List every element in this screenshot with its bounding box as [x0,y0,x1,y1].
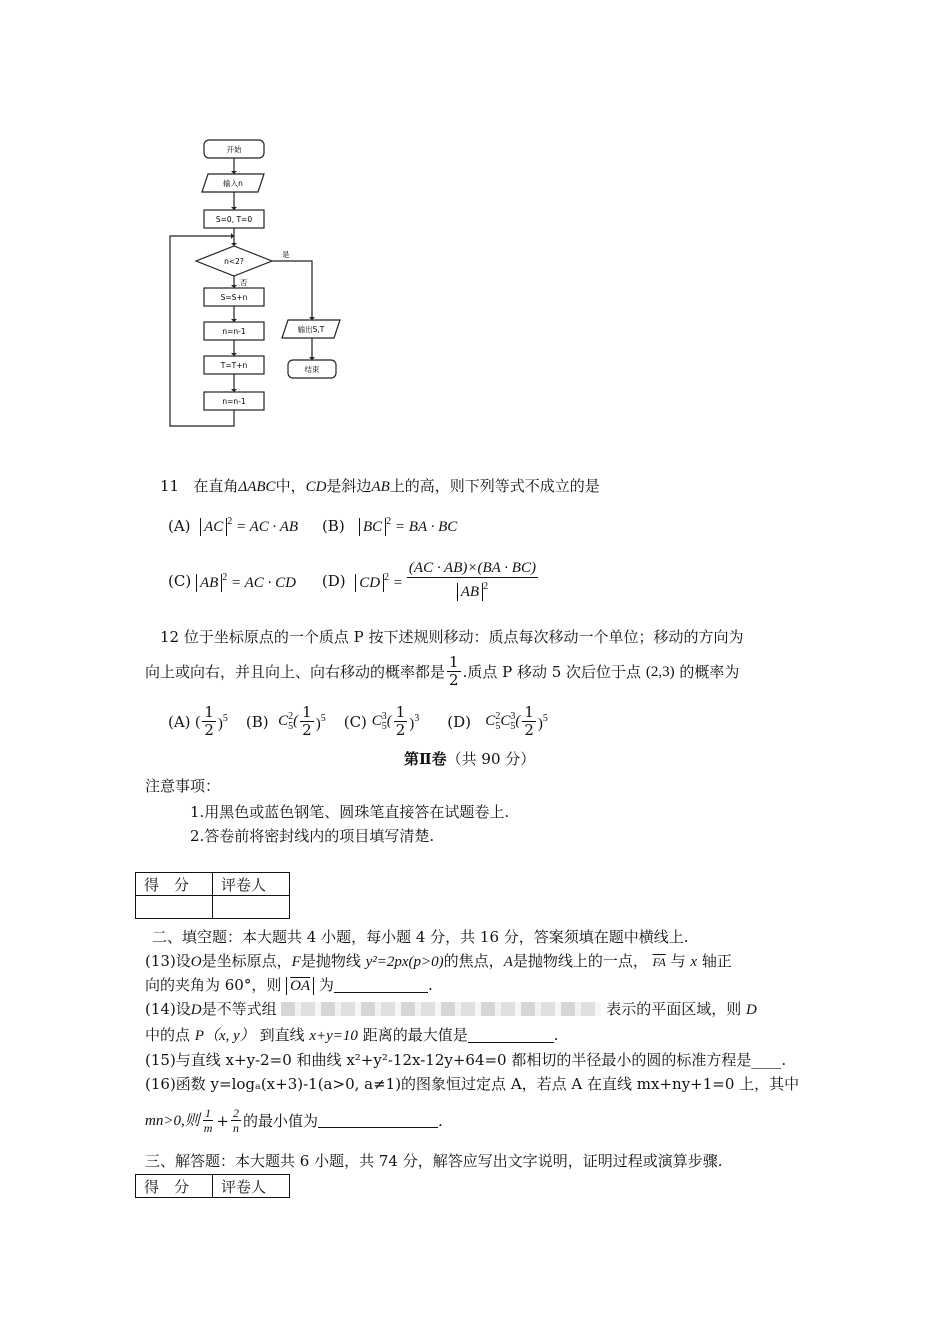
q11-cd: CD [305,479,327,495]
q12-optA-label: (A) [168,712,191,731]
q14-b: 是不等式组 [201,1000,277,1018]
score-cell-label: 得 分 [136,873,213,896]
q16-period: . [437,1111,443,1130]
flowchart-step1-text: S=S+n [220,293,248,302]
q11-optC-label: (C) [168,571,192,590]
q14-line2-a: 中的点 [145,1026,191,1044]
q11-text-d: 上的高，则下列等式不成立的是 [389,477,600,495]
q13-F: F [291,954,301,970]
q12-optB-sub: 5 [288,720,294,732]
q14-P: P（x, y） [194,1028,255,1044]
q12-optB-C: C [278,713,289,730]
q13-g: 轴正 [701,952,732,970]
flowchart-end-text: 结束 [304,365,320,374]
q11-optC-rhs: = AC · CD [231,575,296,591]
q12-optB-sup: 2 [288,710,294,722]
q14-line2-b: 到直线 [259,1026,305,1044]
q13-line2-b: 为 [318,976,334,994]
q12-line1: 12 位于坐标原点的一个质点 P 按下述规则移动：质点每次移动一个单位；移动的方向为 [160,628,744,646]
q15-line: (15)与直线 x+y-2=0 和曲线 x²+y²-12x-12y+64=0 都相切的半径最小的圆的标准方程是____. [145,1051,787,1069]
q12-optC-den: 2 [395,721,406,739]
q11-optD-sq: 2 [384,572,390,583]
q16-frac2-den: n [232,1121,239,1135]
q14-D: D [190,1002,202,1018]
score-cell-label-2: 得 分 [136,1175,213,1198]
flowchart-start-text: 开始 [226,145,242,154]
q13-f: 与 [670,952,686,970]
grader-cell-input[interactable] [213,896,290,919]
q12-line2 [145,654,739,689]
q11-optA-lhs: AC [200,518,227,536]
q14-line2-c: 距离的最大值是 [362,1026,468,1044]
q12-half-den: 2 [449,671,459,689]
q11-stem [160,476,600,497]
q12-optB-num: 1 [302,703,312,721]
q16-line2-b: 的最小值为 [242,1111,318,1130]
flowchart-input-text: 输入n [223,179,243,188]
q12-optA-den: 2 [204,721,214,739]
q12-optC-C: C [371,713,382,730]
q12-optA-num: 1 [204,703,214,721]
part2-title-bold: 第Ⅱ卷 [404,750,447,768]
q12-optD-exp: 5 [542,713,548,724]
flowchart-init-text: S=0, T=0 [215,215,253,224]
q13-x: x [690,954,698,970]
flowchart-output-text: 输出S,T [297,325,325,334]
q11-optD-label: (D) [321,571,346,590]
q16-frac1-num: 1 [205,1106,212,1120]
flowchart-yes-label: 是 [282,250,290,259]
q12-line2-a: 向上或向右，并且向上、向右移动的概率都是 [145,662,446,681]
score-cell-input[interactable] [136,896,213,919]
q12-optA-exp: 5 [222,713,228,724]
q14-a: (14)设 [145,1000,191,1018]
q16-line2-a: mn>0,则 [145,1112,200,1129]
section2-heading: 二、填空题：本大题共 4 小题，每小题 4 分，共 16 分，答案须填在题中横线上. [152,928,689,946]
q16-frac2-num: 2 [232,1106,239,1120]
q11-text-a: 在直角 [193,477,239,495]
q13-d: 的焦点， [443,952,504,970]
q12-optD-C1: C [485,713,496,730]
q12-point: (2,3) [645,663,675,680]
q13-a: (13)设 [145,952,191,970]
q13-b: 是坐标原点， [201,952,292,970]
flowchart-no-label: 否 [240,278,248,287]
flowchart-step3-text: T=T+n [220,361,248,370]
q11-optB-sq: 2 [386,516,392,527]
q11-optD-denominator: AB [457,583,483,601]
notice-heading: 注意事项： [145,777,221,795]
q12-optD-den: 2 [524,721,534,739]
flowchart-step2-text: n=n-1 [222,327,246,336]
q11-options-row2: (C) AB $^2$ = AC · CD (D) CD $^2$ = $\frac{(AC \cdot AB)\times(BA \cdot BC)}{AB ^2}$ [168,560,536,600]
q12-optB-exp: 5 [320,713,326,724]
q12-optD-sup2: 3 [510,710,516,722]
q11-optA-rhs: = AC · AB [236,519,299,535]
q13-O: O [190,954,202,970]
q14-period: . [553,1026,559,1044]
q12-half-num: 1 [449,653,459,671]
q14-inequality-system-image [281,1002,601,1016]
q14-line-eq: x+y=10 [309,1028,358,1044]
q11-optD-lhs: CD [355,574,384,592]
q12-options: (A) ( $\frac{1}{2}$ )$^5$ (B) C 2 5 ( $\frac{1}{2}$ )$^5$ (C) C 3 5 ( $\frac{1}{2}$ )$^3$ (D) C 2 5 C 3 5 ( $\frac{1}{2}$ )$^5$ [168,703,548,739]
q16-frac1-den: m [203,1121,213,1135]
q11-optB-rhs: = BA · BC [394,519,458,535]
q11-optD-numerator: (AC · AB)×(BA · BC) [408,560,536,576]
grader-cell-label-2: 评卷人 [213,1175,290,1198]
q16-plus: + [216,1111,229,1130]
q13-answer-blank[interactable] [334,978,428,993]
flowchart-step4-text: n=n-1 [222,397,246,406]
q11-triangle: ΔABC [238,479,276,495]
q12-optD-sub1: 5 [495,720,501,732]
q12-optD-sub2: 5 [510,720,516,732]
q11-optB-lhs: BC [359,518,386,536]
q12-optD-C2: C [500,713,511,730]
q11-optB-label: (B) [321,517,345,535]
q12-line2-b: .质点 P 移动 5 次后位于点 [462,662,642,681]
q11-ab: AB [371,479,390,495]
q13-A: A [503,954,513,970]
notice-item-2: 2.答卷前将密封线内的项目填写清楚. [190,827,435,845]
q12-optC-exp: 3 [414,713,420,724]
q12-optC-sup: 3 [381,710,387,722]
score-table-2 [135,1174,290,1198]
q13-c: 是抛物线 [300,952,361,970]
section3-heading: 三、解答题：本大题共 6 小题，共 74 分，解答应写出文字说明，证明过程或演算步骤. [145,1152,723,1170]
flowchart [160,130,360,440]
q13-vector-OA: $\overline{OA}$ [286,977,314,995]
q11-number: 11 [160,477,180,495]
q11-optC-sq: 2 [222,572,228,583]
q12-optB-den: 2 [302,721,312,739]
q13-e: 是抛物线上的一点， [512,952,648,970]
q11-optA-sq: 2 [227,516,233,527]
part2-title [404,749,535,769]
q14-D2: D [746,1002,757,1018]
q11-options-row1 [168,512,457,537]
q13-line2-a: 向的夹角为 60°，则 [145,976,282,994]
q13-line2 [145,975,433,995]
q14-line2 [145,1025,559,1046]
q11-optC-lhs: AB [196,574,222,592]
q12-optD-label: (D) [447,712,471,731]
q11-optA-label: (A) [168,517,191,535]
q11-text-b: 中， [275,477,306,495]
q12-optC-sub: 5 [381,720,387,732]
score-table-1 [135,872,290,919]
part2-title-rest: （共 90 分） [446,750,536,768]
q12-optB-label: (B) [245,712,269,731]
q12-optC-num: 1 [395,703,406,721]
q14-line1 [145,999,757,1020]
q12-line2-c: 的概率为 [679,662,740,681]
q11-text-c: 是斜边 [326,477,372,495]
q16-line2 [145,1106,443,1135]
grader-cell-label: 评卷人 [213,873,290,896]
q12-optC-label: (C) [343,712,367,731]
q14-c: 表示的平面区域，则 [606,1000,742,1018]
q13-period: . [427,976,433,994]
q13-line1 [145,951,732,972]
q14-answer-blank[interactable] [468,1028,554,1043]
q13-equation: y²=2px(p>0) [365,954,444,970]
flowchart-condition-text: n<2? [224,257,244,266]
q11-optD-den-sq: 2 [483,581,489,592]
q12-optD-sup1: 2 [495,710,501,722]
q12-optD-num: 1 [524,703,534,721]
q16-answer-blank[interactable] [318,1113,438,1128]
notice-item-1: 1.用黑色或蓝色钢笔、圆珠笔直接答在试题卷上. [190,803,510,821]
q16-line1: (16)函数 y=logₐ(x+3)-1(a>0, a≠1)的图象恒过定点 A，若点 A 在直线 mx+ny+1=0 上，其中 [145,1075,800,1093]
q13-vector-FA: $\overline{FA}$ [652,955,666,969]
